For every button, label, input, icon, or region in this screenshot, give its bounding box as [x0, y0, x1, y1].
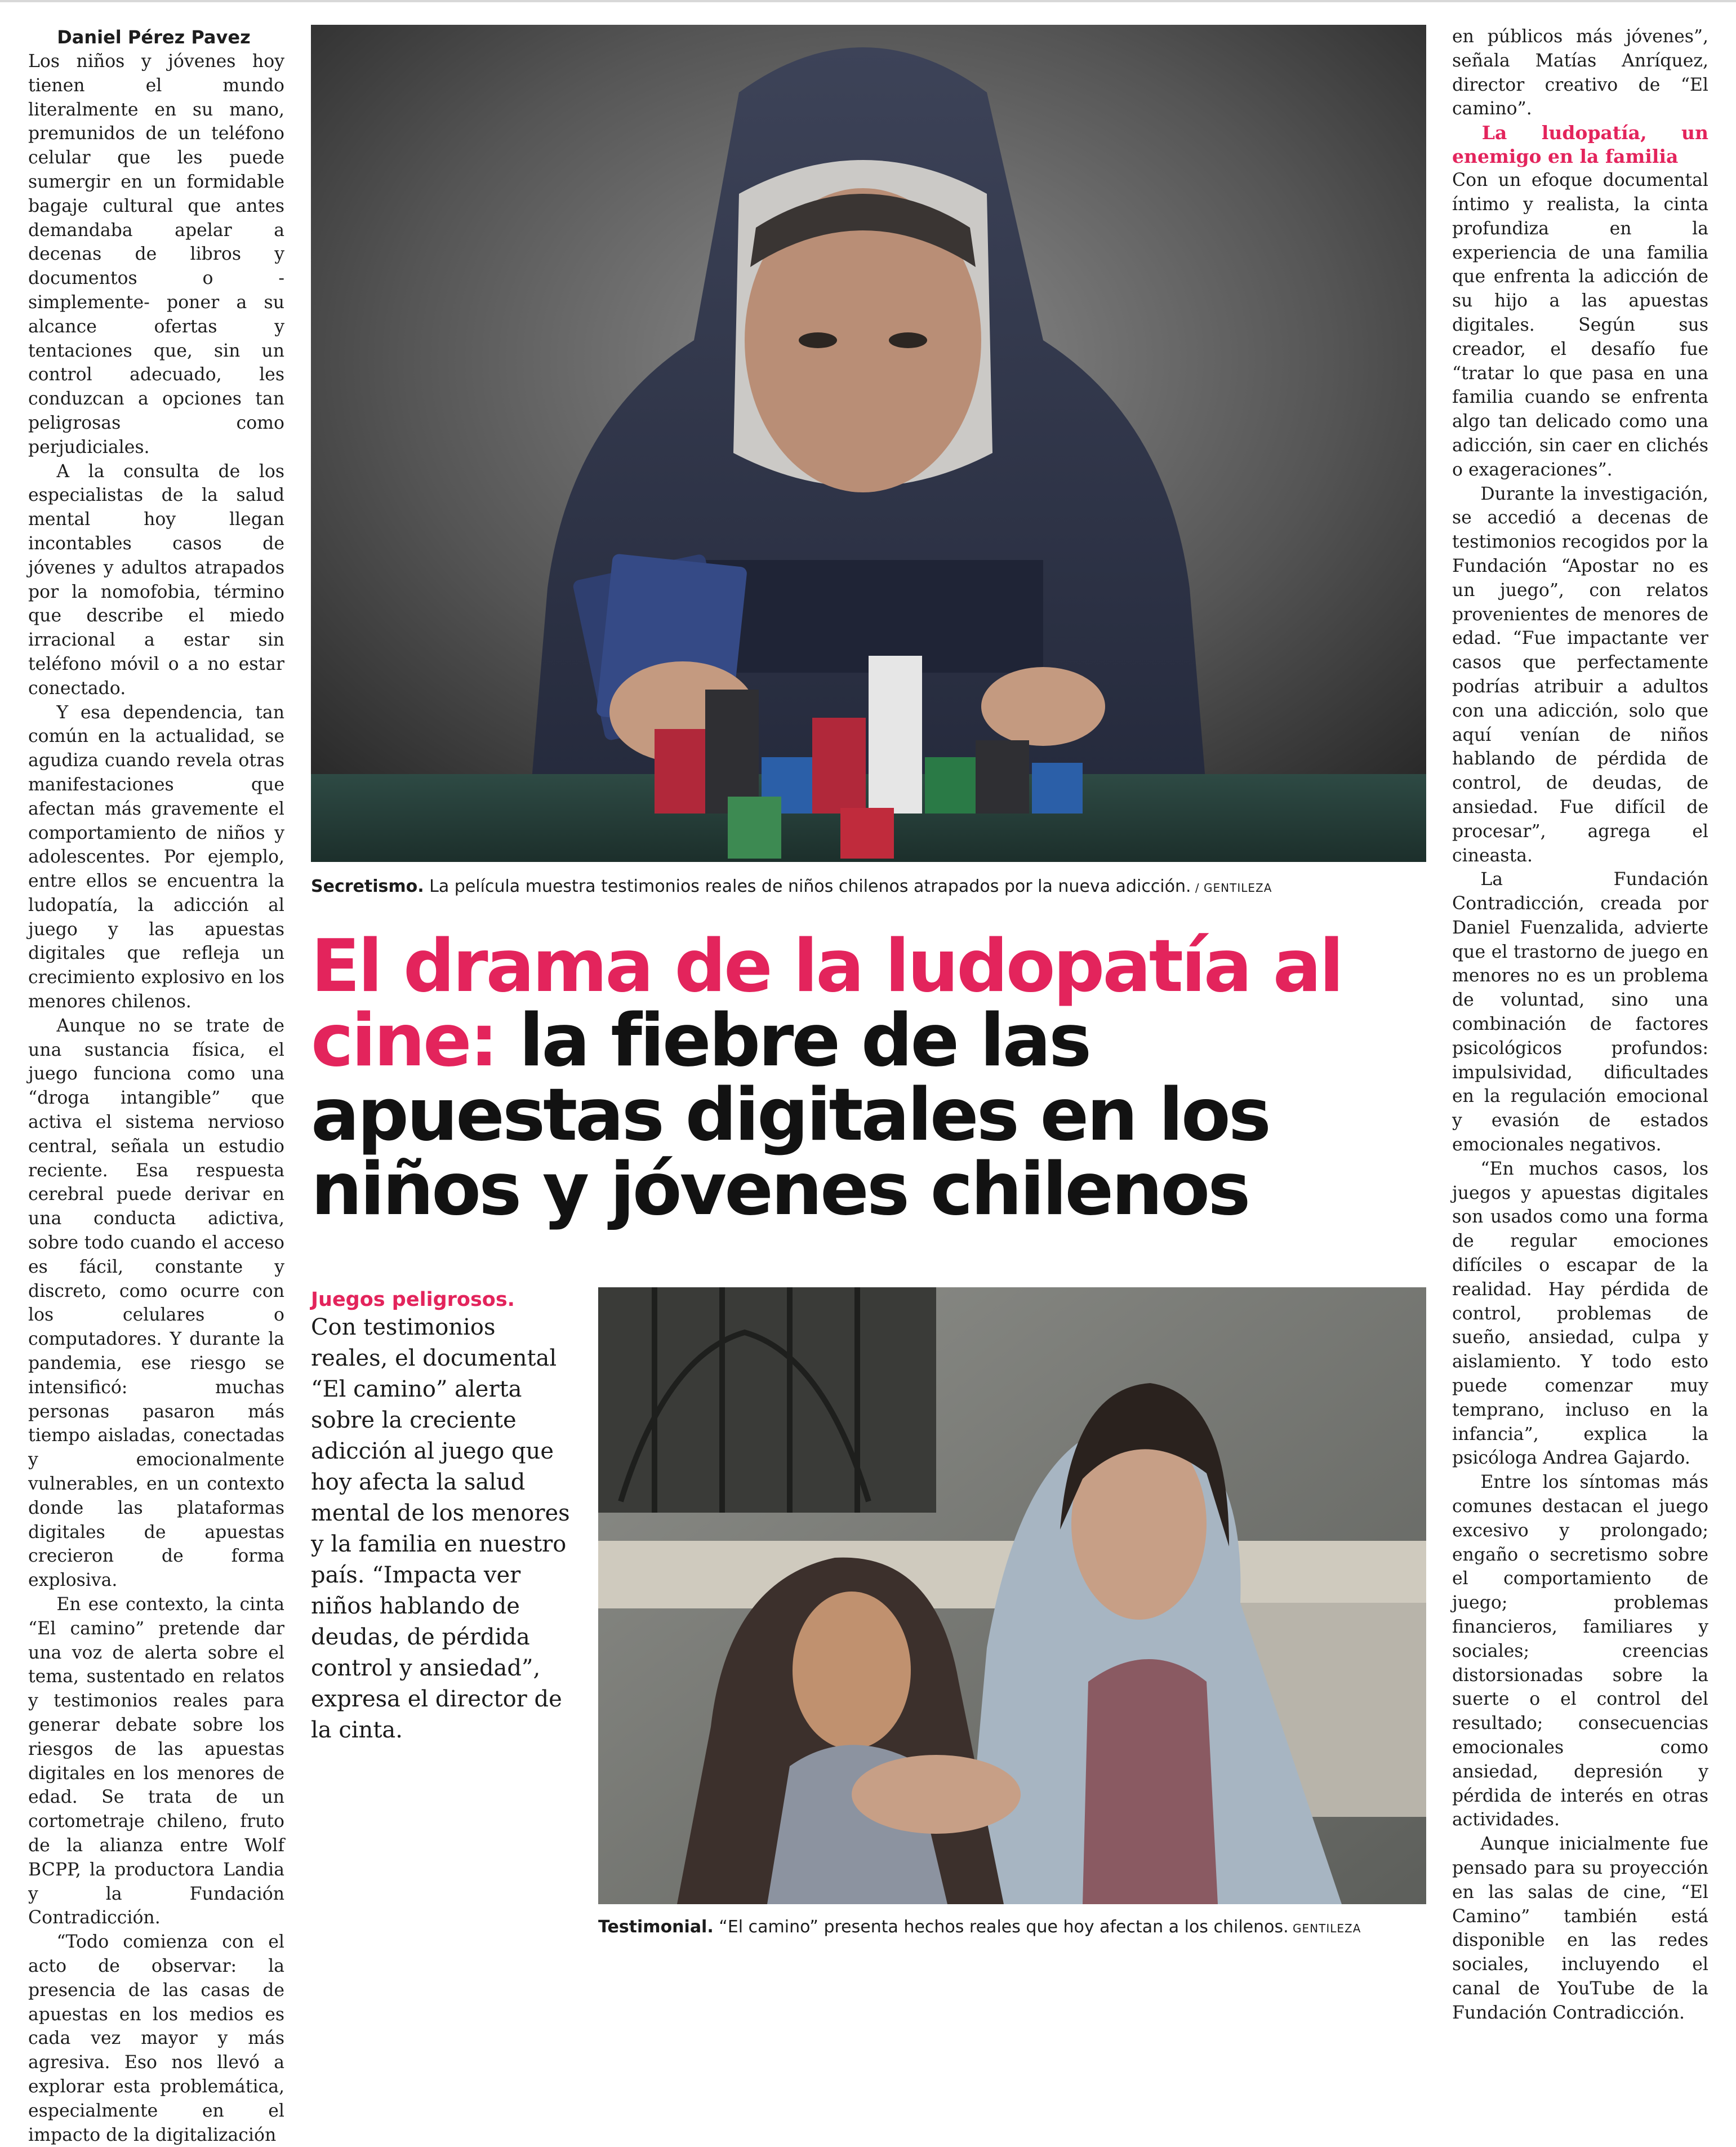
right-paragraph-6: Aunque inicialmente fue pensado para su proyección en las salas de cine, “El Camino” también está disponible en las redes sociales, incluyendo el canal de YouTube de la Fundación Contradicción.	[1452, 1834, 1708, 2023]
right-lead: en públicos más jóvenes”, señala Matías Anríquez, director creativo de “El camino”.	[1452, 26, 1708, 119]
left-paragraph-5: En ese contexto, la cinta “El camino” pretende dar una voz de alerta sobre el tema, sustentado en relatos y testimonios reales para generar debate sobre los riesgos de las apuestas digitales en los menores de edad. Se trata de un cortometraje chileno, fruto de la alianza entre Wolf BCPP, la productora Landia y la Fundación Contradicción.	[28, 1594, 284, 1928]
right-paragraph-5: Entre los síntomas más comunes destacan el juego excesivo y prolongado; engaño o secretismo sobre el comportamiento de juego; problemas financieros, familiares y sociales; creencias distorsionadas sobre la suerte o el control del resultado; consecuencias emocionales como ansiedad, depresión y pérdida de interés en otras actividades.	[1452, 1472, 1708, 1830]
deck	[311, 1287, 576, 1746]
left-paragraph-2: A la consulta de los especialistas de la salud mental hoy llegan incontables casos de jóvenes y adultos atrapados por la nomofobia, término que describe el miedo irracional a estar sin teléfono móvil o a no estar conectado.	[28, 461, 284, 699]
top-caption-label: Secretismo.	[311, 877, 424, 896]
headline-main: la fiebre de las apuestas digitales en los niños y jóvenes chilenos	[311, 999, 1269, 1232]
deck-text: Con testimonios reales, el documental “El camino” alerta sobre la creciente adicción al juego que hoy afecta la salud mental de los menores y la familia en nuestro país. “Impacta ver niños hablando de deudas, de pérdida control y ansiedad”, expresa el director de la cinta.	[311, 1314, 570, 1743]
bottom-caption-text: “El camino” presenta hechos reales que hoy afectan a los chilenos.	[713, 1917, 1289, 1937]
byline: Daniel Pérez Pavez	[57, 26, 251, 48]
left-column	[28, 25, 284, 2147]
right-column	[1452, 25, 1708, 2025]
right-subhead: La ludopatía, un enemigo en la familia	[1452, 122, 1708, 168]
right-paragraph-4: “En muchos casos, los juegos y apuestas digitales son usados como una forma de regular emociones difíciles o escapar de la realidad. Hay pérdida de control, problemas de sueño, ansiedad, culpa y aislamiento. Y todo esto puede comenzar muy temprano, incluso en la infancia”, explica la psicóloga Andrea Gajardo.	[1452, 1158, 1708, 1469]
bottom-photo-caption	[598, 1917, 1361, 1939]
mother-daughter-photo	[598, 1287, 1426, 1904]
left-paragraph-4: Aunque no se trate de una sustancia física, el juego funciona como una “droga intangible” que activa el sistema nervioso central, señala un estudio reciente. Esa respuesta cerebral puede derivar en una conducta adictiva, sobre todo cuando el acceso es fácil, constante y discreto, como ocurre con los celulares o computadores. Y durante la pandemia, ese riesgo se intensificó: muchas personas pasaron más tiempo aisladas, conectadas y emocionalmente vulnerables, en un contexto donde las plataformas digitales de apuestas crecieron de forma explosiva.	[28, 1015, 284, 1591]
top-caption-credit: / GENTILEZA	[1191, 881, 1272, 895]
bottom-caption-credit: GENTILEZA	[1288, 1922, 1361, 1935]
left-paragraph-1: Los niños y jóvenes hoy tienen el mundo literalmente en su mano, premunidos de un teléfono celular que les puede sumergir en un formidable bagaje cultural que antes demandaba apelar a decenas de libros y documentos o -simplemente- poner a su alcance ofertas y tentaciones que, sin un control adecuado, les conduzcan a opciones tan peligrosas como perjudiciales.	[28, 51, 284, 457]
top-rule	[0, 0, 1736, 2]
right-paragraph-2: Durante la investigación, se accedió a decenas de testimonios recogidos por la Fundación “Apostar no es un juego”, con relatos provenientes de menores de edad. “Fue impactante ver casos que perfectamente podrías atribuir a adultos con una adicción, solo que aquí venían de niños hablando de pérdida de control, de deudas, de ansiedad. Fue difícil de procesar”, agrega el cineasta.	[1452, 483, 1708, 866]
deck-title: Juegos peligrosos.	[311, 1288, 515, 1311]
right-paragraph-3: La Fundación Contradicción, creada por Daniel Fuenzalida, advierte que el trastorno de juego en menores no es un problema de voluntad, sino una combinación de factores psicológicos profundos: impulsividad, dificultades en la regulación emocional y evasión de estados emocionales negativos.	[1452, 869, 1708, 1155]
left-paragraph-6: “Todo comienza con el acto de observar: la presencia de las casas de apuestas en los medios es cada vez mayor y más agresiva. Eso nos llevó a explorar esta problemática, especialmente en el impacto de la digitalización	[28, 1932, 284, 2145]
top-photo-caption	[311, 876, 1272, 899]
top-caption-text: La película muestra testimonios reales de niños chilenos atrapados por la nueva adicción.	[424, 877, 1191, 896]
headline	[311, 924, 1426, 1232]
poker-player-photo	[311, 25, 1426, 862]
headline-highlight: El drama de la ludopatía al cine:	[311, 924, 1342, 1083]
bottom-caption-label: Testimonial.	[598, 1917, 714, 1937]
left-paragraph-3: Y esa dependencia, tan común en la actualidad, se agudiza cuando revela otras manifestaciones que afectan más gravemente el comportamiento de niños y adolescentes. Por ejemplo, entre ellos se encuentra la ludopatía, la adicción al juego y las apuestas digitales que refleja un crecimiento explosivo en los menores chilenos.	[28, 702, 284, 1012]
right-paragraph-1: Con un efoque documental íntimo y realista, la cinta profundiza en la experiencia de una familia que enfrenta la adicción de su hijo a las apuestas digitales. Según sus creador, el desafío fue “tratar lo que pasa en una familia cuando se enfrenta algo tan delicado como una adicción, sin caer en clichés o exageraciones”.	[1452, 170, 1708, 480]
